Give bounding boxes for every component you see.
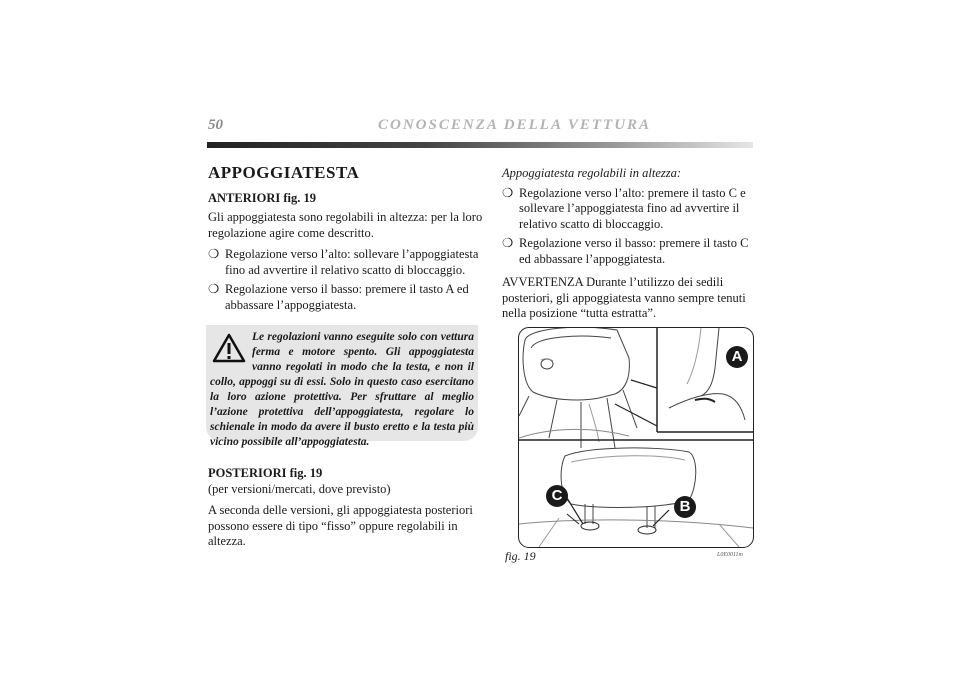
headrest-figure xyxy=(518,327,754,548)
bullet-text: Regolazione verso l’alto: premere il tasto C e sollevare l’appoggiatesta fino ad avvertire il relativo scatto di bloccaggio. xyxy=(519,185,746,231)
bullet-mark: ❍ xyxy=(208,247,220,261)
header-rule xyxy=(207,142,753,148)
bullet-mark: ❍ xyxy=(208,282,220,296)
left-column xyxy=(208,165,483,317)
rear-section xyxy=(208,466,483,556)
section-title: CONOSCENZA DELLA VETTURA xyxy=(378,117,652,133)
rear-bullet xyxy=(502,186,754,233)
warning-text-block xyxy=(210,330,474,450)
rear-bullet xyxy=(502,236,754,267)
bullet-mark: ❍ xyxy=(502,236,514,250)
bullet-text: Regolazione verso il basso: premere il tasto C ed abbassare l’appoggiatesta. xyxy=(519,236,749,266)
front-intro: Gli appoggiatesta sono regolabili in altezza: per la loro regolazione agire come descritto. xyxy=(208,210,483,240)
right-column xyxy=(502,166,754,328)
front-bullet xyxy=(208,247,483,278)
warning-box xyxy=(206,325,478,448)
figure-caption: fig. 19 xyxy=(505,549,536,563)
front-subheading: ANTERIORI fig. 19 xyxy=(208,190,316,205)
label-b-marker xyxy=(674,496,696,518)
avvertenza-text: AVVERTENZA Durante l’utilizzo dei sedili posteriori, gli appoggiatesta vanno sempre tenuti nella posizione “tutta estratta”. xyxy=(502,275,746,320)
rear-note: (per versioni/mercati, dove previsto) xyxy=(208,481,391,496)
label-a: A xyxy=(731,348,743,365)
label-c-marker xyxy=(546,485,568,507)
bullet-mark: ❍ xyxy=(502,185,514,200)
figure-code: L0E0011m xyxy=(717,552,743,558)
main-heading: APPOGGIATESTA xyxy=(208,163,360,182)
bullet-text: Regolazione verso l’alto: sollevare l’appoggiatesta fino ad avvertire il relativo scatto di bloccaggio. xyxy=(225,247,479,277)
rear-subheading: POSTERIORI fig. 19 xyxy=(208,466,323,480)
rear-text: A seconda delle versioni, gli appoggiatesta posteriori possono essere di tipo “fisso” oppure regolabili in altezza. xyxy=(208,503,473,548)
page-number: 50 xyxy=(208,117,223,133)
headrest-illustration xyxy=(519,328,753,547)
front-headrest-drawing xyxy=(519,328,637,448)
label-c: C xyxy=(551,487,563,504)
warning-text: Le regolazioni vanno eseguite solo con vettura ferma e motore spento. Gli appoggiatesta vanno regolati in modo che la testa, e non il collo, appoggi su di essi. Solo in questo caso esercitano la loro azione protettiva. Per sfruttare al meglio l’azione protettiva dell’appoggiatesta, regolare lo schienale in modo da avere il busto eretto e la testa più vicino possibile all’appoggiatesta. xyxy=(210,331,474,448)
label-a-marker xyxy=(726,346,748,368)
front-bullet xyxy=(208,282,483,313)
label-b: B xyxy=(679,498,691,515)
adjustable-heading: Appoggiatesta regolabili in altezza: xyxy=(502,166,682,180)
zoom-drawing xyxy=(669,328,745,420)
bullet-text: Regolazione verso il basso: premere il tasto A ed abbassare l’appoggiatesta. xyxy=(225,282,469,312)
